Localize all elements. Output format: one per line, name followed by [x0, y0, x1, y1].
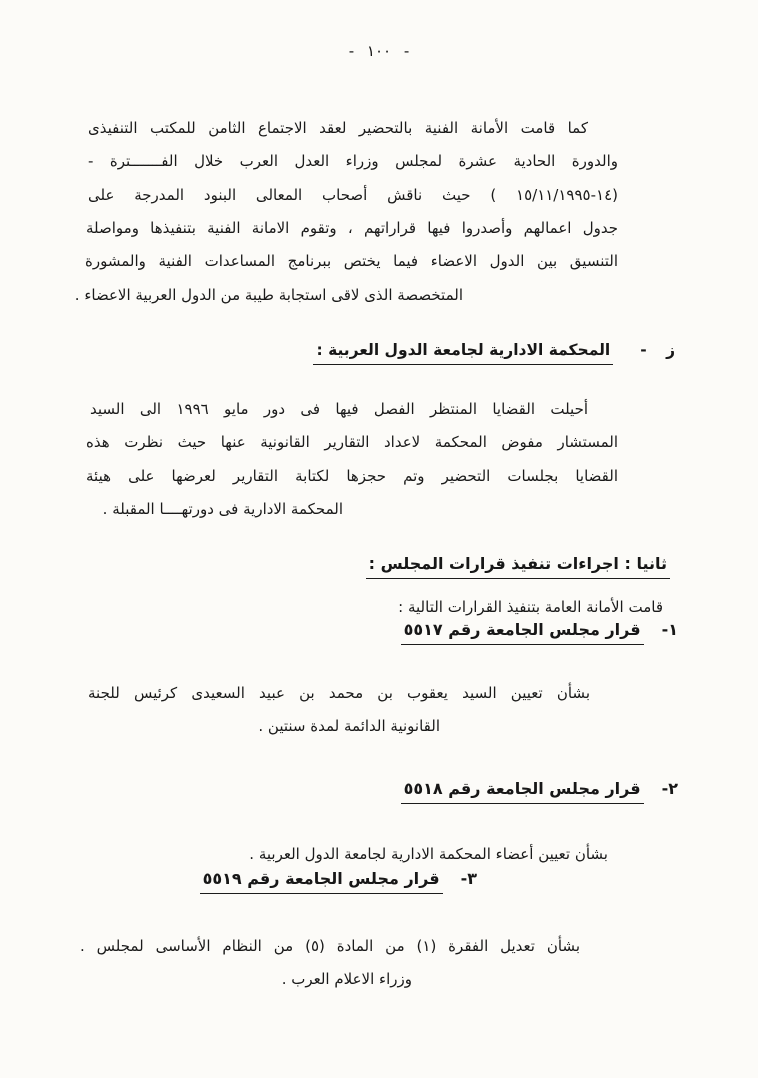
section-heading-thania	[366, 554, 670, 588]
paragraph-line: أحيلت القضايا المنتظر الفصل فيها فى دور مايو ١٩٩٦ الى السيد	[90, 400, 589, 418]
section-intro-line: قامت الأمانة العامة بتنفيذ القرارات التالية :	[398, 598, 663, 616]
decision-title-row	[401, 779, 678, 813]
paragraph-line: والدورة الحادية عشرة لمجلس وزراء العدل العرب خلال الفـــــــترة -	[88, 152, 618, 170]
decision-body-line: وزراء الاعلام العرب .	[281, 970, 412, 988]
decision-number: ٢-	[661, 779, 678, 798]
section-title: المحكمة الادارية لجامعة الدول العربية :	[313, 341, 613, 365]
section-marker: ز -	[640, 341, 675, 359]
paragraph-line: المستشار مفوض المحكمة لاعداد التقارير القانونية عنها حيث نظرت هذه	[86, 433, 618, 451]
decision-title: قرار مجلس الجامعة رقم ٥٥١٧	[401, 620, 644, 645]
decision-body-line: القانونية الدائمة لمدة سنتين .	[258, 717, 440, 735]
decision-title: قرار مجلس الجامعة رقم ٥٥١٨	[401, 779, 644, 804]
paragraph-line: كما قامت الأمانة الفنية بالتحضير لعقد الاجتماع الثامن للمكتب التنفيذى	[88, 119, 588, 137]
decision-body-line: بشأن تعيين السيد يعقوب بن محمد بن عبيد السعيدى كرئيس للجنة	[88, 684, 590, 702]
paragraph-line: المحكمة الادارية فى دورتهــــا المقبلة .	[102, 500, 343, 518]
decision-number: ١-	[661, 620, 678, 639]
decision-title: قرار مجلس الجامعة رقم ٥٥١٩	[200, 869, 443, 894]
section-title: ثانيا : اجراءات تنفيذ قرارات المجلس :	[366, 554, 670, 579]
decision-body-line: بشأن تعديل الفقرة (١) من المادة (٥) من النظام الأساسى لمجلس .	[80, 937, 580, 955]
paragraph-line: التنسيق بين الدول الاعضاء فيما يختص ببرنامج المساعدات الفنية والمشورة	[85, 252, 618, 270]
page-number: - ١٠٠ -	[348, 42, 410, 60]
paragraph-line: (١٤-١٥/١١/١٩٩٥ ) حيث ناقش أصحاب المعالى البنود المدرجة على	[88, 186, 618, 204]
decision-title-row	[200, 869, 477, 903]
decision-title-row	[401, 620, 678, 654]
section-heading-z	[313, 340, 675, 374]
paragraph-line: القضايا بجلسات التحضير وتم حجزها لكتابة التقارير لعرضها على هيئة	[86, 467, 618, 485]
paragraph-line: جدول اعمالهم وأصدروا فيها قراراتهم ، وتقوم الامانة الفنية بتنفيذها ومواصلة	[86, 219, 618, 237]
paragraph-line: المتخصصة الذى لاقى استجابة طيبة من الدول العربية الاعضاء .	[74, 286, 463, 304]
decision-number: ٣-	[460, 869, 477, 888]
decision-body-line: بشأن تعيين أعضاء المحكمة الادارية لجامعة الدول العربية .	[249, 845, 608, 863]
